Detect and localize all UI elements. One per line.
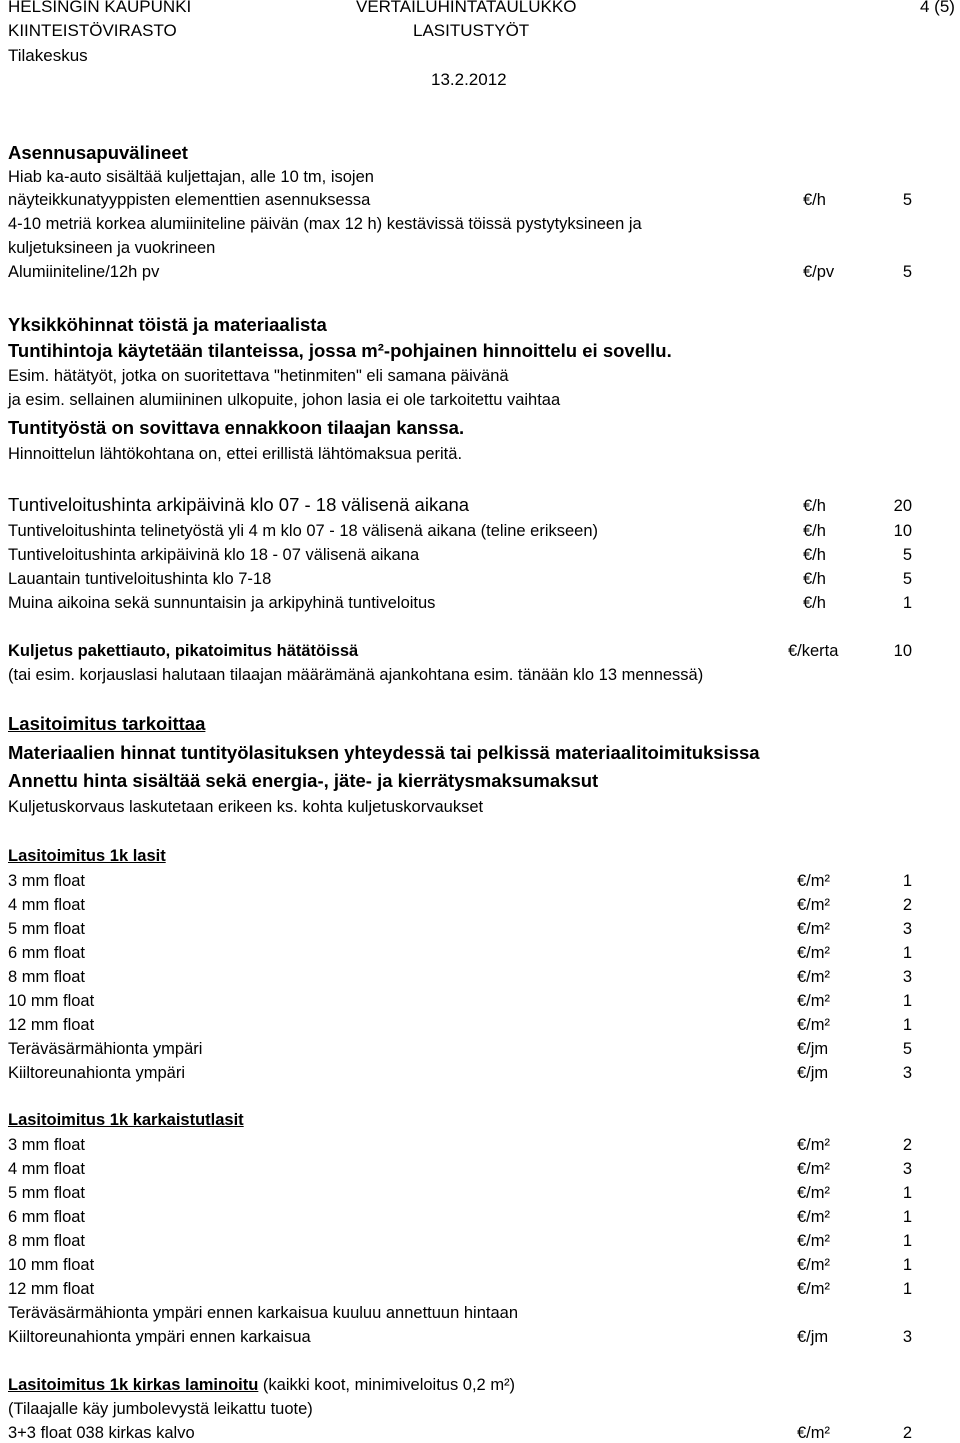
section-title-lasit: Lasitoimitus 1k lasit xyxy=(8,847,166,865)
lasitoimitus-line2: Annettu hinta sisältää sekä energia-, jäte- ja kierrätysmaksumaksut xyxy=(8,770,599,791)
header-doc-subtitle: LASITUSTYÖT xyxy=(413,21,530,40)
yksikko-line5: Hinnoittelun lähtökohtana on, ettei erillistä lähtömaksua peritä. xyxy=(8,445,463,463)
price-row-label: 4 mm float xyxy=(8,896,86,914)
price-row-value: 3 xyxy=(902,1064,912,1082)
price-row-unit: €/m² xyxy=(797,944,830,962)
page-number: 4 (5) xyxy=(920,0,955,16)
tunti-row-unit: €/h xyxy=(803,594,826,612)
hiab-line1: Hiab ka-auto sisältää kuljettajan, alle 10 tm, isojen xyxy=(8,168,374,186)
header-org-line1: HELSINGIN KAUPUNKI xyxy=(8,0,192,16)
kuljetus-label: Kuljetus pakettiauto, pikatoimitus hätätöissä xyxy=(8,642,359,660)
tunti-row-label: Lauantain tuntiveloitushinta klo 7-18 xyxy=(8,570,272,588)
tunti-row-value: 5 xyxy=(902,546,912,564)
price-row-label: 6 mm float xyxy=(8,944,86,962)
alumiiniteline-label: Alumiiniteline/12h pv xyxy=(8,263,160,281)
laminoitu-title-rest: (kaikki koot, minimiveloitus 0,2 m²) xyxy=(258,1376,516,1394)
price-row-label: Kiiltoreunahionta ympäri ennen karkaisua xyxy=(8,1328,311,1346)
tunti-row-label: Muina aikoina sekä sunnuntaisin ja arkipyhinä tuntiveloitus xyxy=(8,594,436,612)
price-row-unit: €/m² xyxy=(797,1256,830,1274)
price-row-value: 1 xyxy=(902,944,912,962)
price-row-label: 10 mm float xyxy=(8,1256,95,1274)
tunti-row-label: Tuntiveloitushinta arkipäivinä klo 18 - 07 välisenä aikana xyxy=(8,546,420,564)
kuljetus-unit: €/kerta xyxy=(788,642,839,660)
price-row-label: Teräväsärmähionta ympäri ennen karkaisua kuuluu annettuun hintaan xyxy=(8,1304,518,1322)
kuljetus-note: (tai esim. korjauslasi halutaan tilaajan määrämänä ajankohtana esim. tänään klo 13 mennessä) xyxy=(8,666,704,684)
tunti-row-value: 10 xyxy=(893,522,912,540)
price-row-value: 1 xyxy=(902,1016,912,1034)
price-row-value: 3 xyxy=(902,1328,912,1346)
tunti-row-value: 20 xyxy=(893,497,912,515)
price-row-unit: €/m² xyxy=(797,1016,830,1034)
price-row-value: 1 xyxy=(902,1184,912,1202)
price-row-label: 8 mm float xyxy=(8,968,86,986)
price-row-label: 5 mm float xyxy=(8,920,86,938)
tunti-row-label: Tuntiveloitushinta telinetyöstä yli 4 m klo 07 - 18 välisenä aikana (teline erikseen) xyxy=(8,522,599,540)
price-row-value: 3 xyxy=(902,1160,912,1178)
kuljetus-value: 10 xyxy=(893,642,912,660)
price-row-value: 2 xyxy=(902,896,912,914)
price-row-value: 3 xyxy=(902,968,912,986)
price-row-value: 3 xyxy=(902,920,912,938)
price-row-label: 3 mm float xyxy=(8,872,86,890)
alumiiniteline-unit: €/pv xyxy=(803,263,835,281)
laminoitu-title xyxy=(8,1375,515,1395)
yksikko-line2: Esim. hätätyöt, jotka on suoritettava "hetinmiten" eli samana päivänä xyxy=(8,367,509,385)
laminoitu-label: 3+3 float 038 kirkas kalvo xyxy=(8,1424,195,1442)
tunti-row-unit: €/h xyxy=(803,522,826,540)
price-row-unit: €/m² xyxy=(797,1232,830,1250)
yksikko-line4: Tuntityöstä on sovittava ennakkoon tilaajan kanssa. xyxy=(8,417,465,438)
laminoitu-unit: €/m² xyxy=(797,1424,830,1442)
price-row-unit: €/m² xyxy=(797,1136,830,1154)
price-row-label: 6 mm float xyxy=(8,1208,86,1226)
price-row-value: 1 xyxy=(902,992,912,1010)
tunti-row-value: 1 xyxy=(902,594,912,612)
price-row-value: 1 xyxy=(902,1232,912,1250)
price-row-value: 5 xyxy=(902,1040,912,1058)
lasitoimitus-line3: Kuljetuskorvaus laskutetaan erikeen ks. kohta kuljetuskorvaukset xyxy=(8,798,484,816)
price-row-value: 1 xyxy=(902,1208,912,1226)
hiab-line2: näyteikkunatyyppisten elementtien asennuksessa xyxy=(8,191,371,209)
price-row-value: 1 xyxy=(902,872,912,890)
price-row-label: Kiiltoreunahionta ympäri xyxy=(8,1064,186,1082)
price-row-label: Teräväsärmähionta ympäri xyxy=(8,1040,203,1058)
tunti-row-value: 5 xyxy=(902,570,912,588)
price-row-unit: €/jm xyxy=(797,1064,829,1082)
price-row-value: 1 xyxy=(902,1256,912,1274)
price-row-unit: €/m² xyxy=(797,872,830,890)
price-row-unit: €/m² xyxy=(797,920,830,938)
price-row-label: 12 mm float xyxy=(8,1280,95,1298)
laminoitu-title-bold: Lasitoimitus 1k kirkas laminoitu xyxy=(8,1376,259,1394)
price-row-unit: €/m² xyxy=(797,1160,830,1178)
section-title-yksikko: Yksikköhinnat töistä ja materiaalista xyxy=(8,314,327,335)
price-row-label: 12 mm float xyxy=(8,1016,95,1034)
price-row-unit: €/m² xyxy=(797,992,830,1010)
laminoitu-note: (Tilaajalle käy jumbolevystä leikattu tuote) xyxy=(8,1400,313,1418)
section-title-karkaistut: Lasitoimitus 1k karkaistutlasit xyxy=(8,1111,244,1129)
price-row-unit: €/jm xyxy=(797,1040,829,1058)
price-row-label: 3 mm float xyxy=(8,1136,86,1154)
tunti-row-label: Tuntiveloitushinta arkipäivinä klo 07 - 18 välisenä aikana xyxy=(8,494,470,515)
tunti-row-unit: €/h xyxy=(803,570,826,588)
hiab-unit: €/h xyxy=(803,191,826,209)
price-row-unit: €/m² xyxy=(797,896,830,914)
hiab-value: 5 xyxy=(902,191,912,209)
yksikko-line3: ja esim. sellainen alumiininen ulkopuite, johon lasia ei ole tarkoitettu vaihtaa xyxy=(8,391,561,409)
price-row-label: 4 mm float xyxy=(8,1160,86,1178)
price-row-value: 2 xyxy=(902,1136,912,1154)
price-row-label: 10 mm float xyxy=(8,992,95,1010)
price-row-unit: €/jm xyxy=(797,1328,829,1346)
price-row-unit: €/m² xyxy=(797,1184,830,1202)
header-org-line3: Tilakeskus xyxy=(8,46,88,65)
price-row-unit: €/m² xyxy=(797,1208,830,1226)
section-title-asennus: Asennusapuvälineet xyxy=(8,142,188,163)
header-date: 13.2.2012 xyxy=(431,70,507,89)
teline-line2: kuljetuksineen ja vuokrineen xyxy=(8,239,216,257)
price-row-value: 1 xyxy=(902,1280,912,1298)
price-row-unit: €/m² xyxy=(797,1280,830,1298)
teline-line1: 4-10 metriä korkea alumiiniteline päivän (max 12 h) kestävissä töissä pystytyksineen ja xyxy=(8,215,642,233)
lasitoimitus-line1: Materiaalien hinnat tuntityölasituksen yhteydessä tai pelkissä materiaalitoimituksissa xyxy=(8,742,760,763)
header-org-line2: KIINTEISTÖVIRASTO xyxy=(8,21,177,40)
tunti-row-unit: €/h xyxy=(803,497,826,515)
alumiiniteline-value: 5 xyxy=(902,263,912,281)
price-row-label: 5 mm float xyxy=(8,1184,86,1202)
laminoitu-value: 2 xyxy=(902,1424,912,1442)
section-title-lasitoimitus: Lasitoimitus tarkoittaa xyxy=(8,713,206,734)
tunti-row-unit: €/h xyxy=(803,546,826,564)
price-row-unit: €/m² xyxy=(797,968,830,986)
price-row-label: 8 mm float xyxy=(8,1232,86,1250)
yksikko-line1: Tuntihintoja käytetään tilanteissa, jossa m²-pohjainen hinnoittelu ei sovellu. xyxy=(8,340,672,361)
header-doc-title: VERTAILUHINTATAULUKKO xyxy=(356,0,577,16)
